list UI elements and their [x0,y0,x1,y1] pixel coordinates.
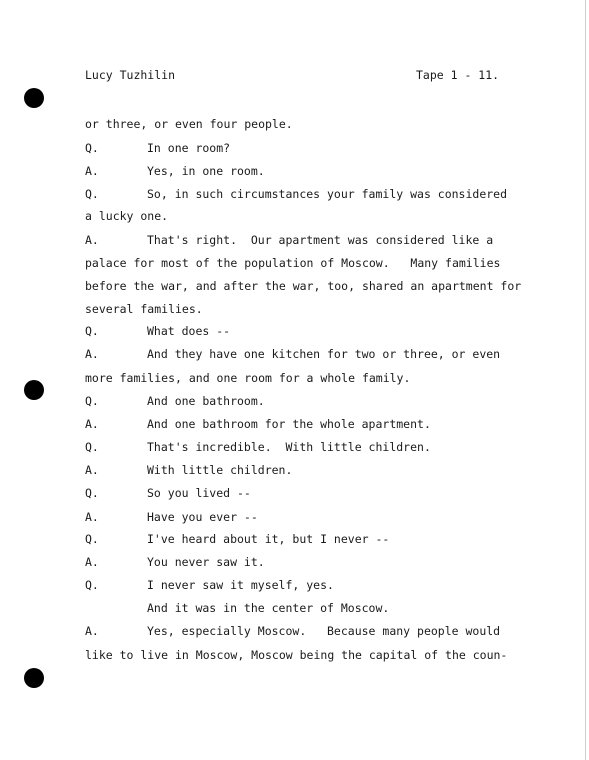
line-text: more families, and one room for a whole family. [85,371,411,385]
line-text: What does -- [147,324,231,338]
speaker-label: Q. [85,141,99,155]
line-text: In one room? [147,141,231,155]
line-text: Have you ever -- [147,510,258,524]
line-text: And they have one kitchen for two or three, or even [147,347,501,361]
speaker-label: A. [85,417,99,431]
transcript-line [85,578,334,592]
transcript-line [85,187,507,201]
speaker-label: Q. [85,532,99,546]
line-text: a lucky one. [85,209,169,223]
line-text: And one bathroom. [147,394,265,408]
transcript-line [85,463,292,477]
transcript-line [85,347,500,361]
speaker-label: Q. [85,440,99,454]
line-text: Yes, in one room. [147,164,265,178]
line-text: So, in such circumstances your family was considered [147,187,508,201]
line-text: I've heard about it, but I never -- [147,532,390,546]
speaker-label: Q. [85,486,99,500]
punch-hole-bottom [24,668,44,688]
line-text: I never saw it myself, yes. [147,578,334,592]
speaker-label: Q. [85,324,99,338]
transcript-line [85,417,431,431]
transcript-line [85,209,168,223]
transcript-line [85,601,389,615]
interviewee-name: Lucy Tuzhilin [85,68,176,82]
line-text: With little children. [147,463,293,477]
transcript-line [85,279,521,293]
speaker-label: A. [85,624,99,638]
page-edge [585,0,586,760]
transcript-line [85,394,265,408]
transcript-line [85,117,293,131]
transcript-line [85,510,258,524]
speaker-label: Q. [85,187,99,201]
speaker-label: A. [85,463,99,477]
speaker-label: A. [85,510,99,524]
line-text: And one bathroom for the whole apartment. [147,417,431,431]
speaker-label: Q. [85,578,99,592]
tape-number: Tape 1 - 11. [416,68,500,82]
punch-hole-top [24,88,44,108]
line-text: before the war, and after the war, too, shared an apartment for [85,279,522,293]
transcript-line [85,440,431,454]
line-text: That's right. Our apartment was considered like a [147,233,494,247]
speaker-label: A. [85,164,99,178]
transcript-line [85,532,389,546]
transcript-line [85,256,500,270]
transcript-line [85,302,203,316]
line-text: palace for most of the population of Moscow. Many families [85,256,501,270]
transcript-line [85,486,251,500]
transcript-line [85,555,265,569]
transcript-line [85,141,230,155]
transcript-line [85,164,265,178]
line-text: like to live in Moscow, Moscow being the capital of the coun- [85,648,508,662]
transcript-line [85,648,507,662]
transcript-line [85,624,500,638]
line-text: or three, or even four people. [85,117,293,131]
speaker-label: Q. [85,394,99,408]
transcript-line [85,324,230,338]
line-text: Yes, especially Moscow. Because many people would [147,624,501,638]
transcript-line [85,371,410,385]
line-text: That's incredible. With little children. [147,440,431,454]
line-text: So you lived -- [147,486,251,500]
speaker-label: A. [85,555,99,569]
transcript-line [85,233,493,247]
speaker-label: A. [85,347,99,361]
punch-hole-middle [24,380,44,400]
line-text: And it was in the center of Moscow. [147,601,390,615]
line-text: You never saw it. [147,555,265,569]
line-text: several families. [85,302,203,316]
speaker-label: A. [85,233,99,247]
